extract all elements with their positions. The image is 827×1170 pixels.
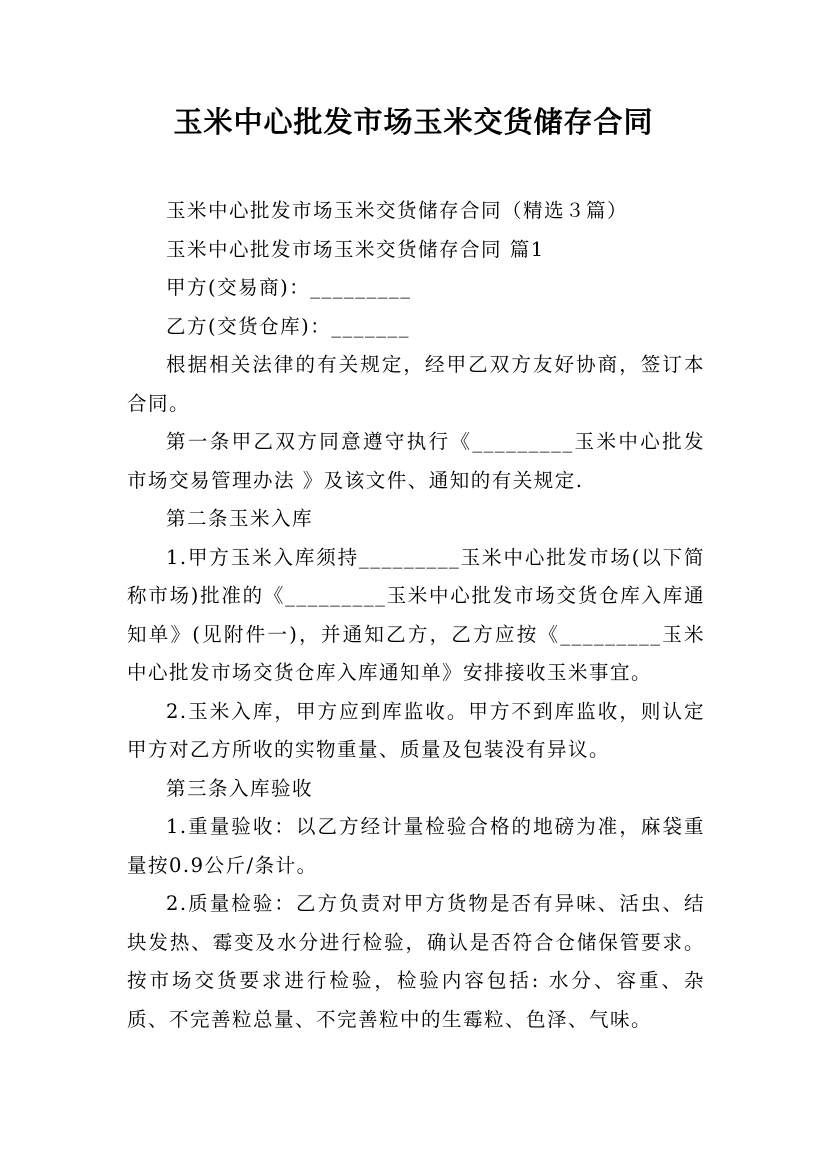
paragraph-article-3-clause-1: 1.重量验收：以乙方经计量检验合格的地磅为准，麻袋重量按0.9公斤/条计。	[127, 815, 705, 877]
document-body	[127, 192, 705, 1039]
paragraph-article-3-heading: 第三条入库验收	[166, 776, 314, 800]
paragraph-party-b: 乙方(交货仓库)：_______	[166, 314, 410, 338]
document-title: 玉米中心批发市场玉米交货储存合同	[173, 105, 654, 139]
paragraph-article-2-clause-1: 1.甲方玉米入库须持_________玉米中心批发市场(以下简称市场)批准的《_________玉米中心批发市场交货仓库入库通知单》(见附件一)，并通知乙方，乙方应按《_________玉米中心批发市场交货仓库入库通知单》安排接收玉米事宜。	[127, 545, 705, 684]
paragraph-article-2-heading: 第二条玉米入库	[166, 507, 314, 530]
paragraph-subtitle: 玉米中心批发市场玉米交货储存合同（精选３篇）	[166, 199, 629, 222]
paragraph-section-heading: 玉米中心批发市场玉米交货储存合同 篇1	[166, 237, 545, 261]
paragraph-article-3-clause-2: 2.质量检验：乙方负责对甲方货物是否有异味、活虫、结块发热、霉变及水分进行检验，确认是否符合仓储保管要求。按市场交货要求进行检验，检验内容包括: 水分、容重、杂质、不完善粒总量、不完善粒中的生霉粒、色泽、气味。	[127, 892, 705, 1031]
paragraph-article-2-clause-2: 2.玉米入库，甲方应到库监收。甲方不到库监收，则认定甲方对乙方所收的实物重量、质量及包装没有异议。	[127, 699, 705, 761]
paragraph-article-1: 第一条甲乙双方同意遵守执行《_________玉米中心批发市场交易管理办法 》及该文件、通知的有关规定.	[127, 430, 705, 492]
paragraph-preamble: 根据相关法律的有关规定，经甲乙双方友好协商，签订本合同。	[127, 353, 705, 415]
paragraph-party-a: 甲方(交易商)：_________	[166, 276, 412, 299]
